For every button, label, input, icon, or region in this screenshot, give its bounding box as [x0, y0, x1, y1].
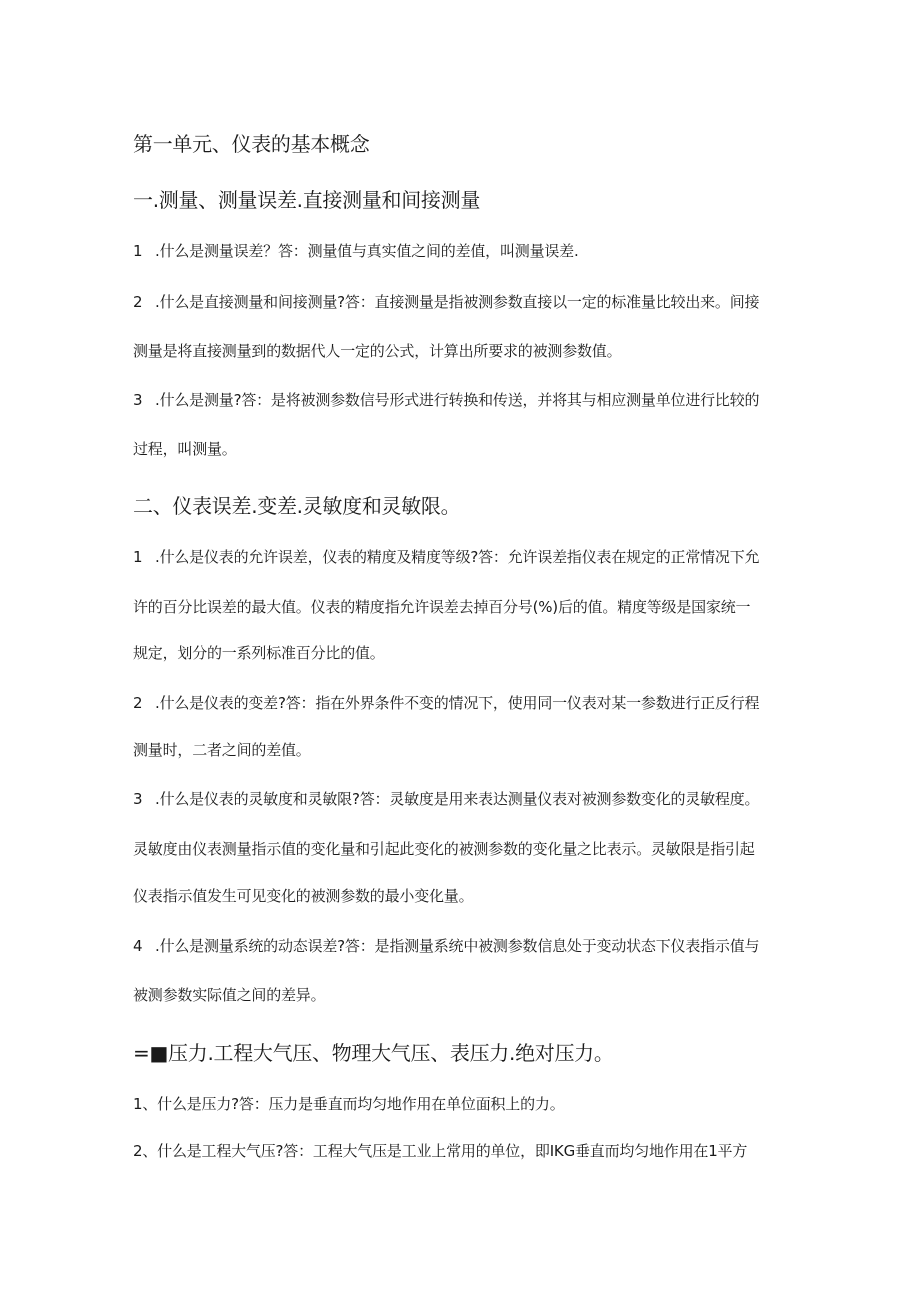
section-heading-1: 一.测量、测量误差.直接测量和间接测量: [133, 188, 481, 212]
paragraph-line: 过程，叫测量。: [133, 440, 237, 458]
paragraph-line: 测量时，二者之间的差值。: [133, 741, 311, 759]
item-number: 1: [133, 548, 143, 566]
paragraph-line: 灵敏度由仪表测量指示值的变化量和引起此变化的被测参数的变化量之比表示。灵敏限是指引起: [133, 840, 755, 858]
section-heading-3: =■压力.工程大气压、物理大气压、表压力.绝对压力。: [133, 1041, 614, 1065]
item-text: .什么是测量系统的动态误差?答：是指测量系统中被测参数信息处于变动状态下仪表指示值与: [155, 937, 760, 955]
paragraph-line: [133, 692, 793, 714]
page-title: 第一单元、仪表的基本概念: [133, 132, 370, 156]
paragraph-line: 2、什么是工程大气压?答：工程大气压是工业上常用的单位，即IKG垂直而均匀地作用在1平方: [133, 1142, 748, 1160]
paragraph-line: [133, 291, 793, 313]
item-text: .什么是测量?答：是将被测参数信号形式进行转换和传送，并将其与相应测量单位进行比较的: [155, 391, 760, 409]
paragraph-line: 被测参数实际值之间的差异。: [133, 986, 326, 1004]
item-number: 3: [133, 790, 143, 808]
item-number: 1: [133, 242, 143, 260]
paragraph-line: [133, 240, 793, 262]
item-text: .什么是仪表的灵敏度和灵敏限?答：灵敏度是用来表达测量仪表对被测参数变化的灵敏程度。: [155, 790, 760, 808]
paragraph-line: 1、什么是压力?答：压力是垂直而均匀地作用在单位面积上的力。: [133, 1095, 565, 1113]
paragraph-line: [133, 389, 793, 411]
paragraph-line: [133, 935, 793, 957]
item-number: 2: [133, 694, 143, 712]
item-text: .什么是仪表的变差?答：指在外界条件不变的情况下，使用同一仪表对某一参数进行正反行程: [155, 694, 760, 712]
item-number: 4: [133, 937, 143, 955]
section-heading-2: 二、仪表误差.变差.灵敏度和灵敏限。: [133, 494, 461, 518]
paragraph-line: 测量是将直接测量到的数据代人一定的公式，计算出所要求的被测参数值。: [133, 342, 622, 360]
paragraph-line: [133, 788, 793, 810]
paragraph-line: 许的百分比误差的最大值。仪表的精度指允许误差去掉百分号(%)后的值。精度等级是国家统一: [133, 598, 751, 616]
item-number: 3: [133, 391, 143, 409]
paragraph-line: 仪表指示值发生可见变化的被测参数的最小变化量。: [133, 887, 474, 905]
item-number: 2: [133, 293, 143, 311]
paragraph-line: [133, 546, 793, 568]
item-text: .什么是测量误差？答：测量值与真实值之间的差值，叫测量误差.: [155, 242, 579, 260]
paragraph-line: 规定，划分的一系列标准百分比的值。: [133, 644, 385, 662]
item-text: .什么是直接测量和间接测量?答：直接测量是指被测参数直接以一定的标准量比较出来。间接: [155, 293, 760, 311]
item-text: .什么是仪表的允许误差，仪表的精度及精度等级?答：允许误差指仪表在规定的正常情况下允: [155, 548, 760, 566]
